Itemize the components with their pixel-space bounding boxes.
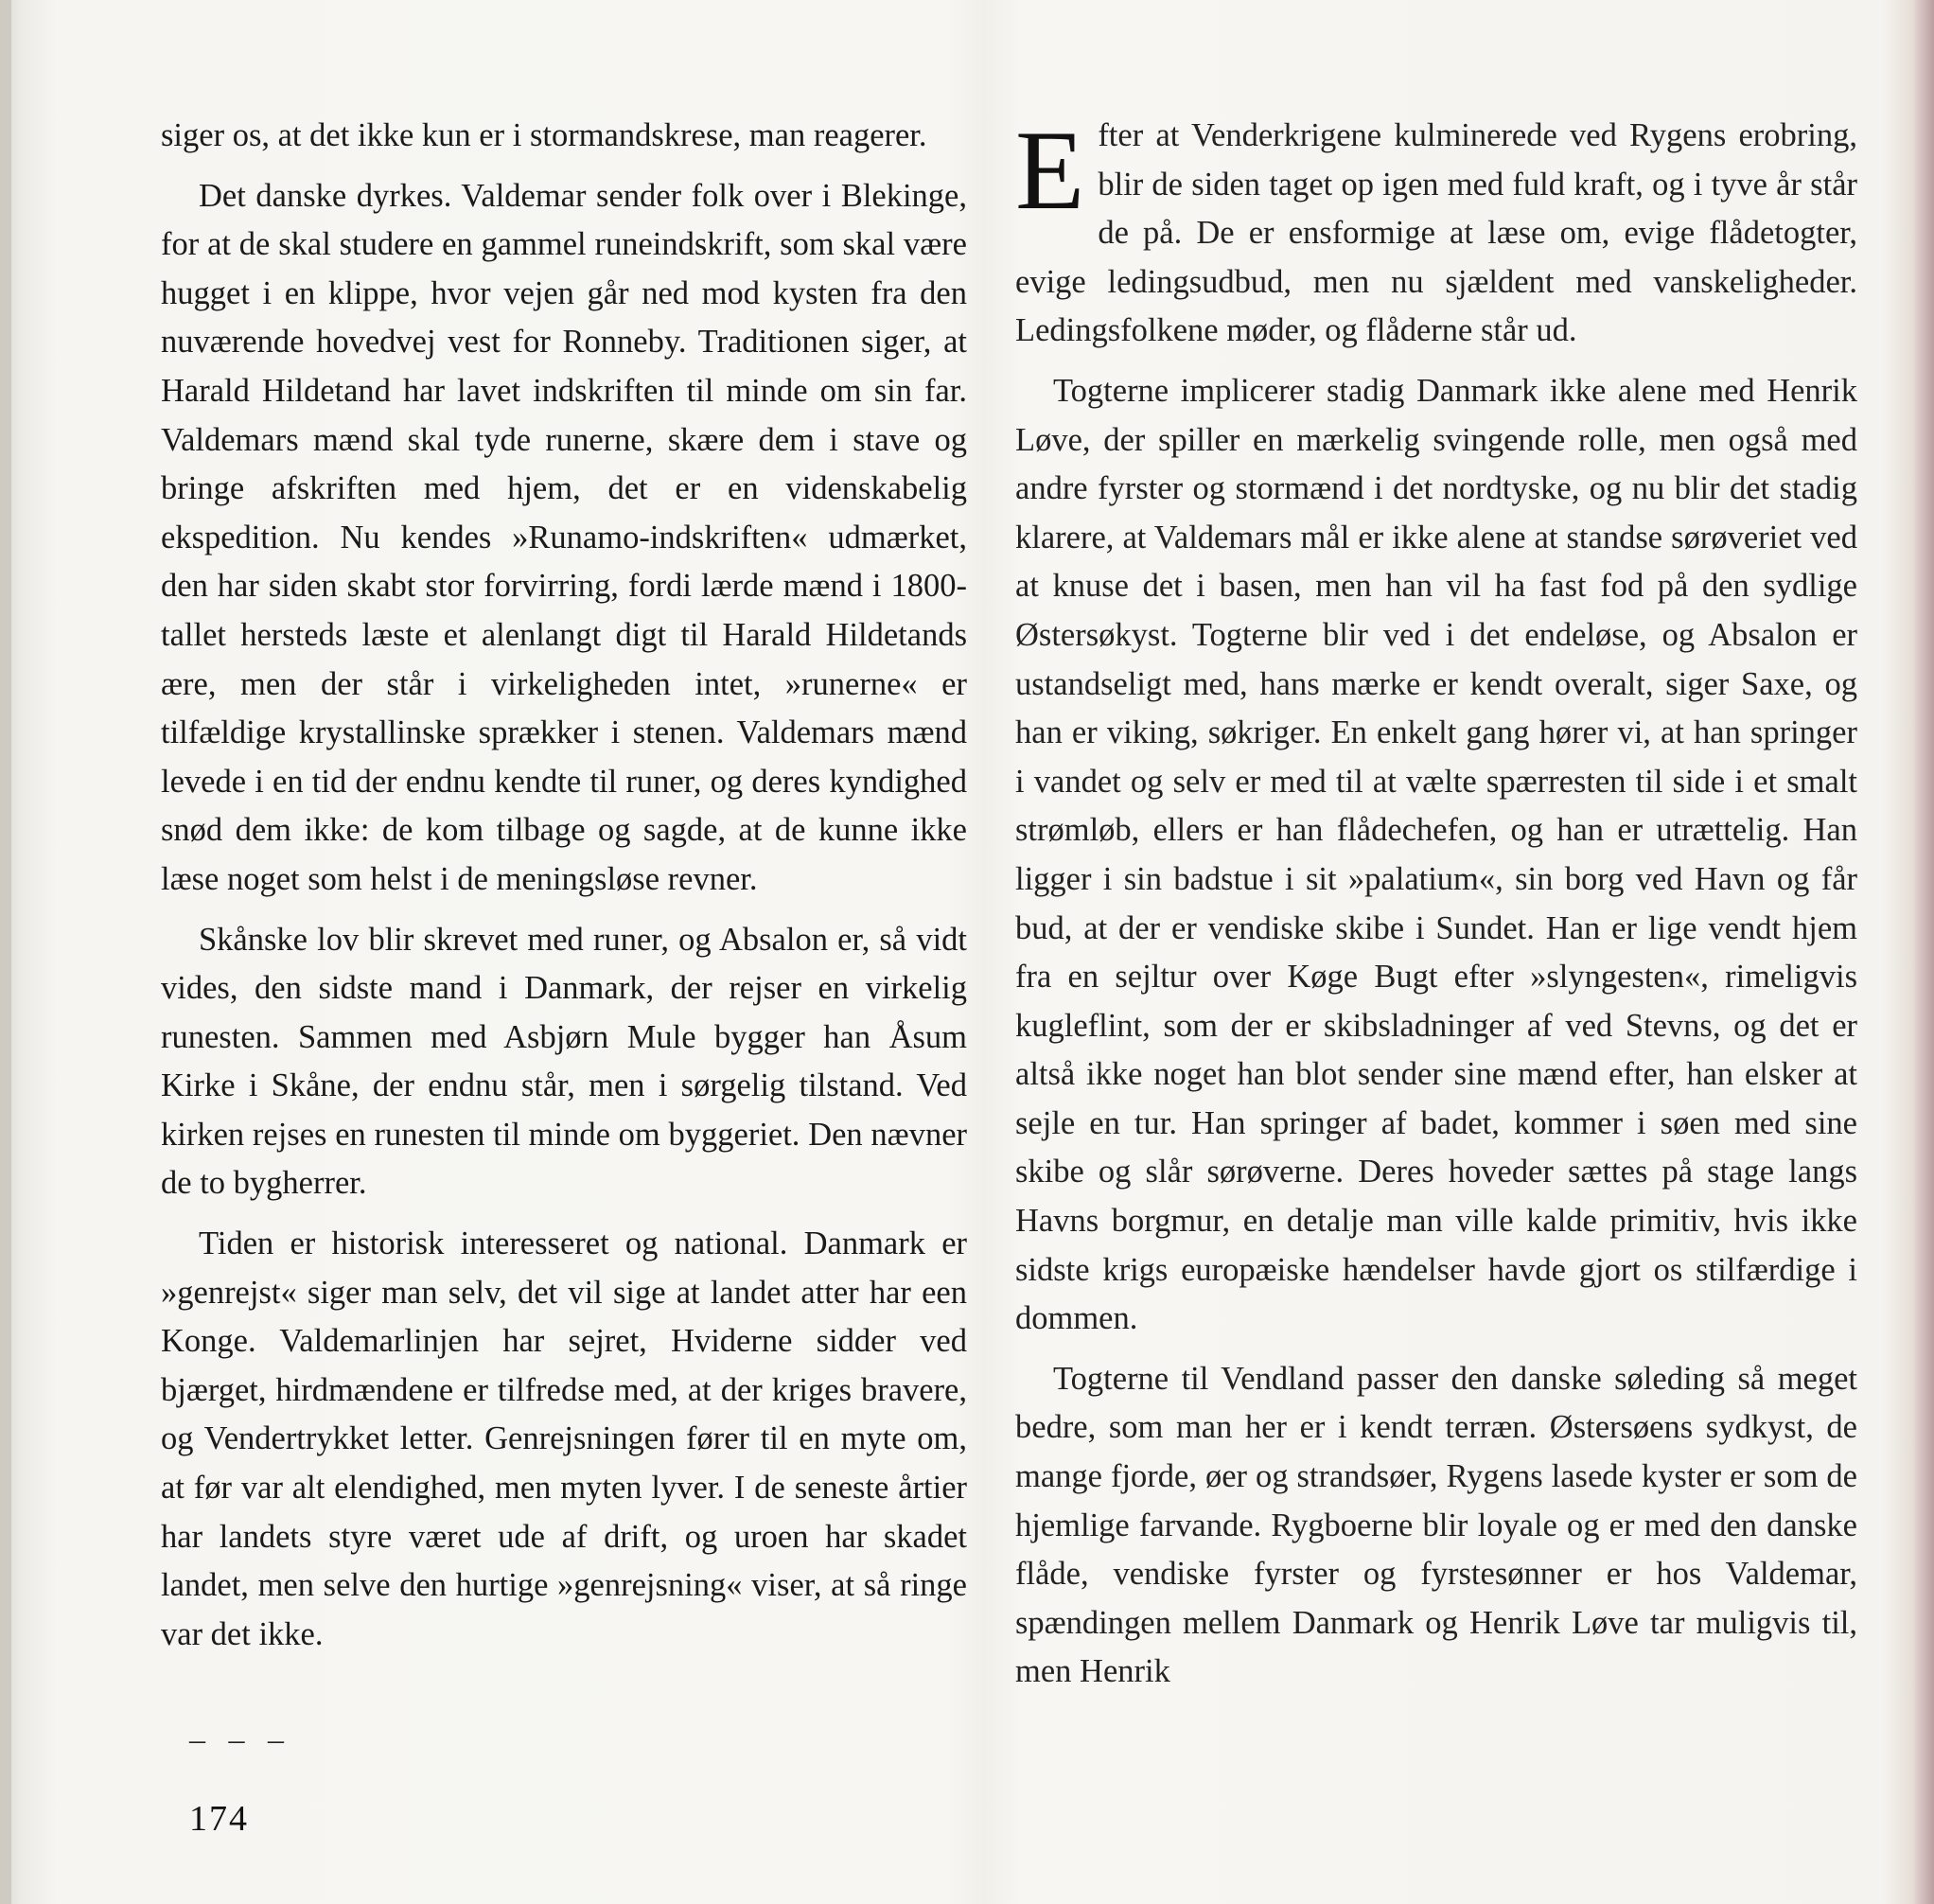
drop-cap-initial: E	[1015, 107, 1085, 233]
paragraph-left-4: Tiden er historisk interesseret og national. Danmark er »genrejst« siger man selv, det vil sige at landet atter har een Konge. Valdemarlinjen har sejret, Hviderne sidder ved bjærget, hirdmændene er tilfredse med, at der kriges bravere, og Vendertrykket letter. Genrejsningen fører til en myte om, at før var alt elendighed, men myten lyver. I de seneste årtier har landets styre været ude af drift, og uroen har skadet landet, men selve den hurtige »genrejsning« viser, at så ringe var det ikke.	[161, 1225, 967, 1652]
paragraph-right-2: Togterne implicerer stadig Danmark ikke alene med Henrik Løve, der spiller en mærkelig svingende rolle, men også med andre fyrster og stormænd i det nordtyske, og nu blir det stadig klarere, at Valdemars mål er ikke alene at standse sørøveriet ved at knuse det i basen, men han vil ha fast fod på den sydlige Østersøkyst. Togterne blir ved i det endeløse, og Absalon er ustandseligt med, hans mærke er kendt overalt, siger Saxe, og han er viking, søkriger. En enkelt gang hører vi, at han springer i vandet og selv er med til at vælte spærresten til side i et smalt strømløb, ellers er han flådechefen, og han er utrættelig. Han ligger i sin badstue i sit »palatium«, sin borg ved Havn og får bud, at der er vendiske skibe i Sundet. Han er lige vendt hjem fra en sejltur over Køge Bugt efter »slyngesten«, rimeligvis kugleflint, som der er skibsladninger af ved Stevns, og det er altså ikke noget han blot sender sine mænd efter, han elsker at sejle en tur. Han springer af badet, kommer i søen med sine skibe og slår sørøverne. Deres hoveder sættes på stage langs Havns borgmur, en detalje man ville kalde primitiv, hvis ikke sidste krigs europæiske hændelser havde gjort os stilfærdige i dommen.	[1015, 372, 1857, 1337]
left-page-edge	[0, 0, 11, 1904]
section-break: – – –	[189, 1722, 291, 1757]
paragraph-left-2: Det danske dyrkes. Valdemar sender folk over i Blekinge, for at de skal studere en gammel runeindskrift, som skal være hugget i en klippe, hvor vejen går ned mod kysten fra den nuværende hovedvej vest for Ronneby. Traditionen siger, at Harald Hildetand har lavet indskriften til minde om sin far. Valdemars mænd skal tyde runerne, skære dem i stave og bringe afskriften med hjem, det er en videnskabelig ekspedition. Nu kendes »Runamo-indskriften« udmærket, den har siden skabt stor forvirring, fordi lærde mænd i 1800-tallet hersteds læste et alenlangt digt til Harald Hildetands ære, men der står i virkeligheden intet, »runerne« er tilfældige krystallinske sprækker i stenen. Valdemars mænd levede i en tid der endnu kendte til runer, og deres kyndighed snød dem ikke: de kom tilbage og sagde, at de kunne ikke læse noget som helst i de meningsløse revner.	[161, 177, 967, 897]
left-page-text-column	[161, 112, 967, 1659]
right-page-text-column	[1015, 107, 1857, 1697]
page-number: 174	[189, 1799, 249, 1839]
paragraph-left-3: Skånske lov blir skrevet med runer, og Absalon er, så vidt vides, den sidste mand i Danmark, der rejser en virkelig runesten. Sammen med Asbjørn Mule bygger han Åsum Kirke i Skåne, der endnu står, men i sørgelig tilstand. Ved kirken rejses en runesten til minde om byggeriet. Den nævner de to bygherrer.	[161, 921, 967, 1202]
paragraph-right-3: Togterne til Vendland passer den danske søleding så meget bedre, som man her er i kendt terræn. Østersøens sydkyst, de mange fjorde, øer og strandsøer, Rygens lasede kyster er som de hjemlige farvande. Rygboerne blir loyale og er med den danske flåde, vendiske fyrster og fyrstesønner er hos Valdemar, spændingen mellem Danmark og Henrik Løve tar muligvis til, men Henrik	[1015, 1360, 1857, 1690]
right-page-edge	[1915, 0, 1934, 1904]
paragraph-right-1-text: fter at Venderkrigene kulminerede ved Rygens erobring, blir de siden taget op igen med fuld kraft, og i tyve år står de på. De er ensformige at læse om, evige flådetogter, evige ledingsudbud, men nu sjældent med vanskeligheder. Ledingsfolkene møder, og flåderne står ud.	[1015, 117, 1857, 349]
paragraph-left-1: siger os, at det ikke kun er i stormandskrese, man reagerer.	[161, 117, 927, 153]
paragraph-right-1	[1015, 107, 1857, 356]
